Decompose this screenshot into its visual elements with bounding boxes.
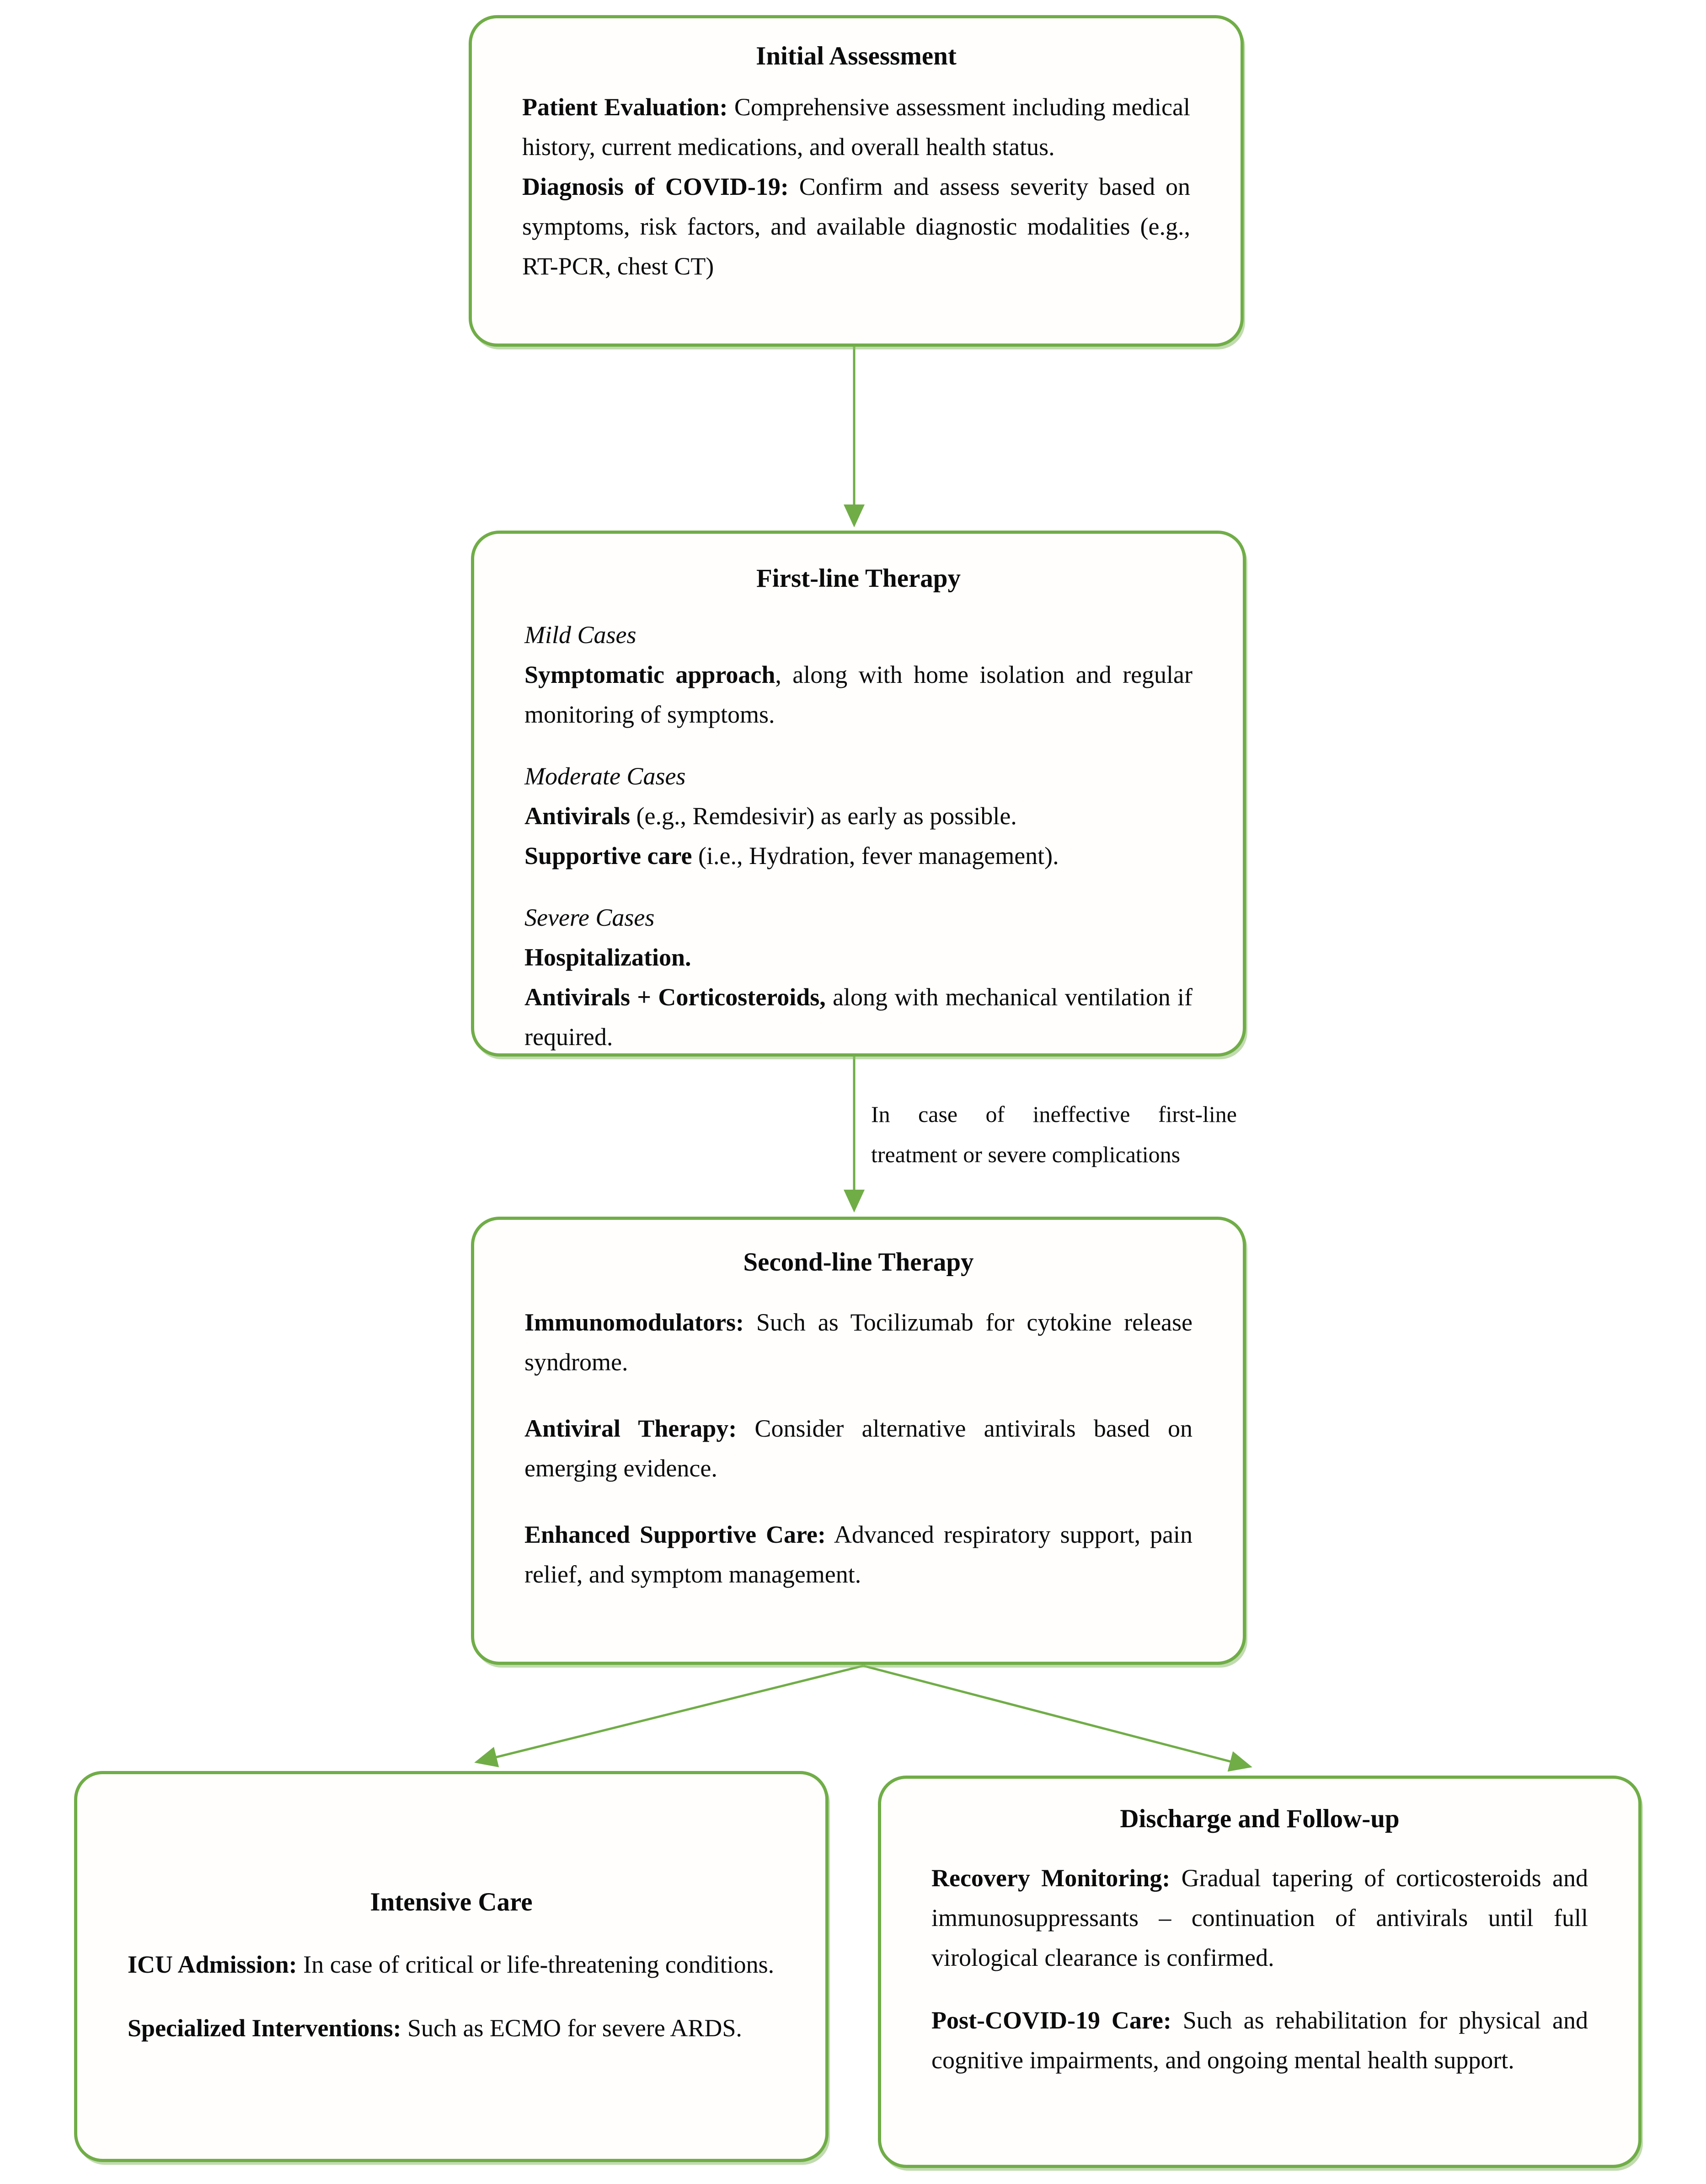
enhanced-supportive-care-text: Advanced respiratory support, pain relief, and symptom management. (524, 1521, 1193, 1588)
antiviral-therapy-paragraph (524, 1409, 1193, 1488)
mild-cases-section (524, 615, 1193, 735)
mild-cases-label: Mild Cases (524, 621, 636, 649)
enhanced-supportive-care-label: Enhanced Supportive Care: (524, 1521, 826, 1548)
antiviral-therapy-text: Consider alternative antivirals based on emerging evidence. (524, 1415, 1193, 1482)
antivirals-corticosteroids-paragraph (524, 977, 1193, 1057)
diagnosis-paragraph (522, 167, 1190, 286)
hospitalization-label: Hospitalization. (524, 944, 691, 971)
antiviral-therapy-label: Antiviral Therapy: (524, 1415, 737, 1442)
antivirals-corticosteroids-text: along with mechanical ventilation if required. (524, 983, 1193, 1051)
intensive-care-title: Intensive Care (370, 1888, 533, 1916)
supportive-care-label: Supportive care (524, 842, 692, 869)
symptomatic-approach-text: , along with home isolation and regular monitoring of symptoms. (524, 661, 1193, 728)
post-covid-care-text: Such as rehabilitation for physical and cognitive impairments, and ongoing mental health support. (931, 2007, 1588, 2074)
discharge-followup-box (878, 1776, 1642, 2168)
arrow-secondline-to-intensive (477, 1666, 863, 1762)
specialized-interventions-label: Specialized Interventions: (128, 2014, 401, 2042)
arrow-secondline-to-discharge (863, 1666, 1249, 1766)
second-line-therapy-box (471, 1217, 1246, 1665)
immunomodulators-label: Immunomodulators: (524, 1309, 744, 1336)
antivirals-text: (e.g., Remdesivir) as early as possible. (630, 802, 1017, 830)
intensive-care-box (74, 1771, 829, 2162)
first-line-therapy-title: First-line Therapy (756, 564, 961, 593)
immunomodulators-text: Such as Tocilizumab for cytokine release syndrome. (524, 1309, 1193, 1376)
severe-cases-label: Severe Cases (524, 904, 655, 931)
specialized-interventions-paragraph (128, 2008, 775, 2048)
discharge-followup-title: Discharge and Follow-up (1120, 1804, 1400, 1833)
post-covid-care-label: Post-COVID-19 Care: (931, 2007, 1171, 2034)
icu-admission-paragraph (128, 1945, 775, 1985)
supportive-care-paragraph (524, 836, 1193, 876)
moderate-cases-section (524, 757, 1193, 876)
patient-evaluation-text: Comprehensive assessment including medical history, current medications, and overall health status. (522, 93, 1190, 161)
ineffective-treatment-edge-label: In case of ineffective first-line treatment or severe complications (871, 1101, 1237, 1167)
post-covid-care-paragraph (931, 2001, 1588, 2080)
antivirals-label: Antivirals (524, 802, 631, 830)
enhanced-supportive-care-paragraph (524, 1515, 1193, 1594)
symptomatic-approach-paragraph (524, 655, 1193, 735)
first-line-therapy-box (471, 531, 1246, 1057)
initial-assessment-title: Initial Assessment (756, 42, 957, 70)
supportive-care-text: (i.e., Hydration, fever management). (692, 842, 1059, 869)
second-line-therapy-title: Second-line Therapy (743, 1248, 974, 1277)
diagnosis-text: Confirm and assess severity based on symptoms, risk factors, and available diagnostic modalities (e.g., RT-PCR, chest CT) (522, 173, 1190, 280)
diagnosis-label: Diagnosis of COVID-19: (522, 173, 789, 200)
symptomatic-approach-label: Symptomatic approach (524, 661, 775, 688)
recovery-monitoring-label: Recovery Monitoring: (931, 1864, 1171, 1892)
immunomodulators-paragraph (524, 1303, 1193, 1382)
initial-assessment-box (469, 15, 1244, 347)
antivirals-paragraph (524, 796, 1193, 836)
recovery-monitoring-paragraph (931, 1858, 1588, 1978)
severe-cases-section (524, 898, 1193, 1057)
icu-admission-label: ICU Admission: (128, 1951, 297, 1978)
patient-evaluation-paragraph (522, 87, 1190, 167)
specialized-interventions-text: Such as ECMO for severe ARDS. (401, 2014, 742, 2042)
hospitalization-paragraph (524, 938, 1193, 977)
antivirals-corticosteroids-label: Antivirals + Corticosteroids, (524, 983, 826, 1011)
recovery-monitoring-text: Gradual tapering of corticosteroids and immunosuppressants – continuation of antivirals until full virological clearance is confirmed. (931, 1864, 1588, 1971)
moderate-cases-label: Moderate Cases (524, 762, 686, 790)
patient-evaluation-label: Patient Evaluation: (522, 93, 728, 121)
icu-admission-text: In case of critical or life-threatening conditions. (297, 1951, 775, 1978)
